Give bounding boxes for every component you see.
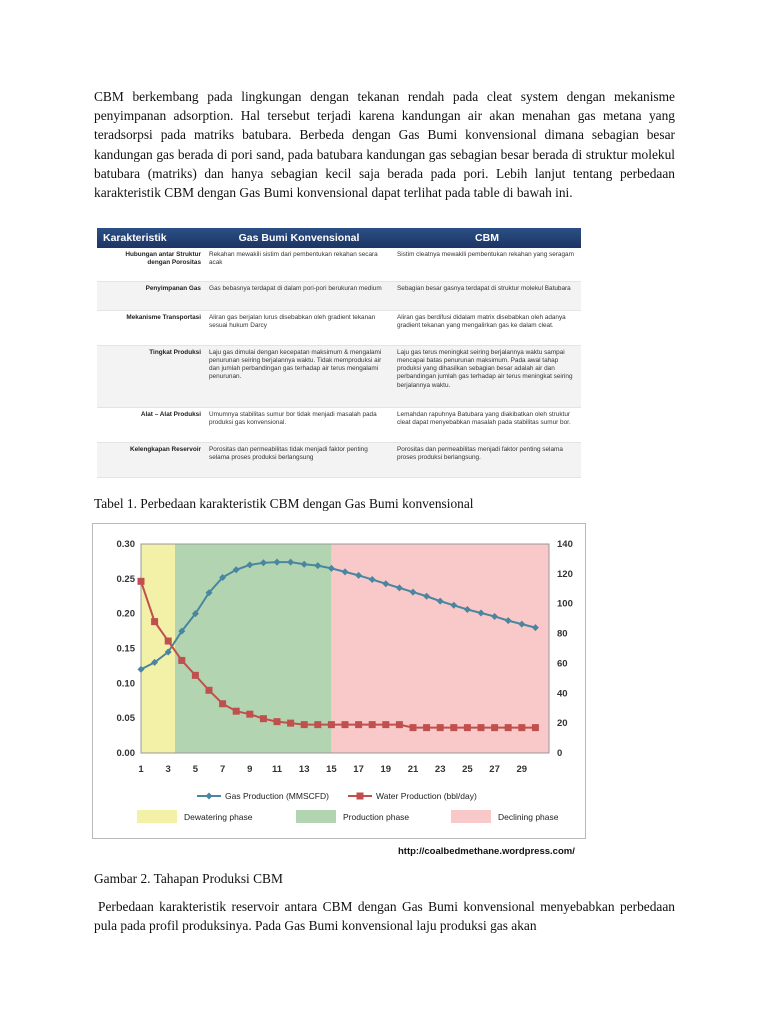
legend-series-label: Water Production (bbl/day) — [376, 791, 477, 801]
production-chart-svg — [93, 524, 585, 838]
table-row — [97, 281, 581, 310]
table-row — [97, 248, 581, 281]
intro-paragraph: CBM berkembang pada lingkungan dengan tekanan rendah pada cleat system dengan mekanisme penyimpanan adsorption. Hal tersebut terjadi karena kandungan air akan menahan gas metana yang teradsorpsi pada matriks batubara. Berbeda dengan Gas Bumi konvensional dimana sebagian besar kandungan gas berada di pori sand, pada batubara kandungan gas sebagian besar berada di struktur molekul batubara (matriks) dan hanya sebagian kecil saja berada pada pori. Lebih lanjut tentang perbedaan karakteristik CBM dengan Gas Bumi konvensional dapat terlihat pada table di bawah ini. — [94, 89, 675, 201]
water-point — [206, 687, 213, 694]
y-left-tick-label: 0.25 — [116, 573, 135, 585]
water-point — [382, 721, 389, 728]
x-tick-label: 27 — [489, 764, 500, 775]
table-cell-karakteristik: Tingkat Produksi — [97, 345, 205, 407]
water-point — [328, 721, 335, 728]
legend-phase-label: Dewatering phase — [184, 812, 253, 822]
closing-paragraph: Perbedaan karakteristik reservoir antara CBM dengan Gas Bumi konvensional menyebabkan perbedaan pula pada profil produksinya. Pada Gas Bumi konvensional laju produksi gas akan — [94, 899, 675, 934]
water-point — [491, 724, 498, 731]
x-tick-label: 3 — [165, 764, 171, 775]
x-tick-label: 17 — [353, 764, 364, 775]
water-point — [287, 720, 294, 727]
table-header-cbm: CBM — [393, 228, 581, 248]
water-point — [219, 700, 226, 707]
phase-band-1 — [175, 544, 331, 753]
water-point — [532, 724, 539, 731]
table-header-row — [97, 228, 581, 248]
legend-series-marker — [206, 793, 213, 800]
water-point — [410, 724, 417, 731]
table-row — [97, 345, 581, 407]
y-right-tick-label: 80 — [557, 628, 568, 640]
y-left-tick-label: 0.30 — [116, 539, 135, 550]
water-point — [178, 657, 185, 664]
table-cell-gas: Porositas dan permeabilitas tidak menjadi faktor penting selama proses produksi berlangsung — [205, 442, 393, 477]
water-point — [165, 638, 172, 645]
table-cell-cbm: Porositas dan permeabilitas menjadi faktor penting selama proses produksi berlangsung. — [393, 442, 581, 477]
water-point — [478, 724, 485, 731]
water-point — [369, 721, 376, 728]
table-cell-karakteristik: Mekanisme Transportasi — [97, 310, 205, 345]
water-point — [260, 715, 267, 722]
y-left-tick-label: 0.00 — [116, 748, 135, 759]
table-header-karakteristik: Karakteristik — [97, 228, 205, 248]
y-right-tick-label: 40 — [557, 688, 568, 700]
legend-phase-swatch — [451, 810, 491, 823]
x-tick-label: 19 — [380, 764, 392, 775]
table-cell-cbm: Sistim cleatnya mewakili pembentukan rekahan yang seragam — [393, 248, 581, 281]
legend-phase-label: Declining phase — [498, 812, 559, 822]
table-row — [97, 310, 581, 345]
comparison-table — [97, 228, 581, 478]
water-point — [151, 618, 158, 625]
x-tick-label: 23 — [434, 764, 446, 775]
y-right-tick-label: 120 — [557, 568, 573, 580]
y-right-tick-label: 140 — [557, 539, 573, 550]
x-tick-label: 29 — [516, 764, 528, 775]
y-left-tick-label: 0.10 — [116, 678, 135, 690]
table-cell-gas: Aliran gas berjalan lurus disebabkan oleh gradient tekanan sesuai hukum Darcy — [205, 310, 393, 345]
chart-source: http://coalbedmethane.wordpress.com/ — [398, 846, 575, 857]
water-point — [301, 721, 308, 728]
x-tick-label: 7 — [219, 764, 226, 775]
y-right-tick-label: 0 — [557, 748, 563, 759]
x-tick-label: 25 — [462, 764, 473, 775]
x-tick-label: 1 — [138, 764, 144, 775]
legend-phase-label: Production phase — [343, 812, 410, 822]
y-right-tick-label: 100 — [557, 598, 573, 610]
water-point — [396, 721, 403, 728]
table-row — [97, 407, 581, 442]
water-point — [274, 718, 281, 725]
y-left-tick-label: 0.05 — [116, 713, 135, 725]
water-point — [437, 724, 444, 731]
x-tick-label: 15 — [326, 764, 337, 775]
table-cell-gas: Umumnya stabilitas sumur bor tidak menjadi masalah pada produksi gas konvensional. — [205, 407, 393, 442]
water-point — [450, 724, 457, 731]
water-point — [355, 721, 362, 728]
x-tick-label: 9 — [247, 764, 253, 775]
legend-series-label: Gas Production (MMSCFD) — [225, 791, 329, 801]
table-cell-cbm: Laju gas terus meningkat seiring berjalannya waktu sampai mencapai batas penurunan maksimum. Pada awal tahap produksi yang dihasilkan sebagian besar adalah air dan perbandingan jumlah gas terhadap air terus meningkat seiring berjalannya waktu. — [393, 345, 581, 407]
y-right-tick-label: 20 — [557, 718, 568, 730]
legend-phase-swatch — [137, 810, 177, 823]
legend-series-marker — [357, 793, 364, 800]
water-point — [518, 724, 525, 731]
water-point — [233, 708, 240, 715]
figure-caption: Gambar 2. Tahapan Produksi CBM — [94, 871, 283, 886]
table-cell-cbm: Lemahdan rapuhnya Batubara yang diakibatkan oleh struktur cleat dapat menyebabkan masalah pada stabilitas sumur bor. — [393, 407, 581, 442]
x-tick-label: 5 — [192, 764, 199, 775]
table-cell-gas: Laju gas dimulai dengan kecepatan maksimum & mengalami penurunan seiring berjalannya waktu. Tidak memproduksi air dan jumlah perbandingan gas terhadap air terus mengalami penurunan. — [205, 345, 393, 407]
table-cell-cbm: Sebagian besar gasnya terdapat di struktur molekul Batubara — [393, 281, 581, 310]
y-left-tick-label: 0.15 — [116, 643, 135, 655]
table-cell-karakteristik: Alat – Alat Produksi — [97, 407, 205, 442]
table-cell-karakteristik: Penyimpanan Gas — [97, 281, 205, 310]
table-header-gas-bumi: Gas Bumi Konvensional — [205, 228, 393, 248]
table-cell-gas: Gas bebasnya terdapat di dalam pori-pori berukuran medium — [205, 281, 393, 310]
x-tick-label: 11 — [271, 764, 283, 775]
x-tick-label: 13 — [298, 764, 310, 775]
table-cell-karakteristik: Hubungan antar Struktur dengan Porositas — [97, 248, 205, 281]
legend-phase-swatch — [296, 810, 336, 823]
table-caption: Tabel 1. Perbedaan karakteristik CBM dengan Gas Bumi konvensional — [94, 496, 474, 511]
table-cell-gas: Rekahan mewakili sistim dari pembentukan rekahan secara acak — [205, 248, 393, 281]
water-point — [314, 721, 321, 728]
phase-band-2 — [331, 544, 549, 753]
table-cell-karakteristik: Kelengkapan Reservoir — [97, 442, 205, 477]
table-row — [97, 442, 581, 477]
x-tick-label: 21 — [407, 764, 419, 775]
water-point — [342, 721, 349, 728]
water-point — [192, 672, 199, 679]
y-right-tick-label: 60 — [557, 658, 568, 670]
water-point — [423, 724, 430, 731]
y-left-tick-label: 0.20 — [116, 608, 135, 620]
water-point — [505, 724, 512, 731]
table-cell-cbm: Aliran gas berdifusi didalam matrix disebabkan oleh adanya gradient tekanan yang mengalirkan gas ke dalam cleat. — [393, 310, 581, 345]
water-point — [138, 578, 145, 585]
production-chart — [92, 523, 586, 839]
water-point — [246, 711, 253, 718]
water-point — [464, 724, 471, 731]
